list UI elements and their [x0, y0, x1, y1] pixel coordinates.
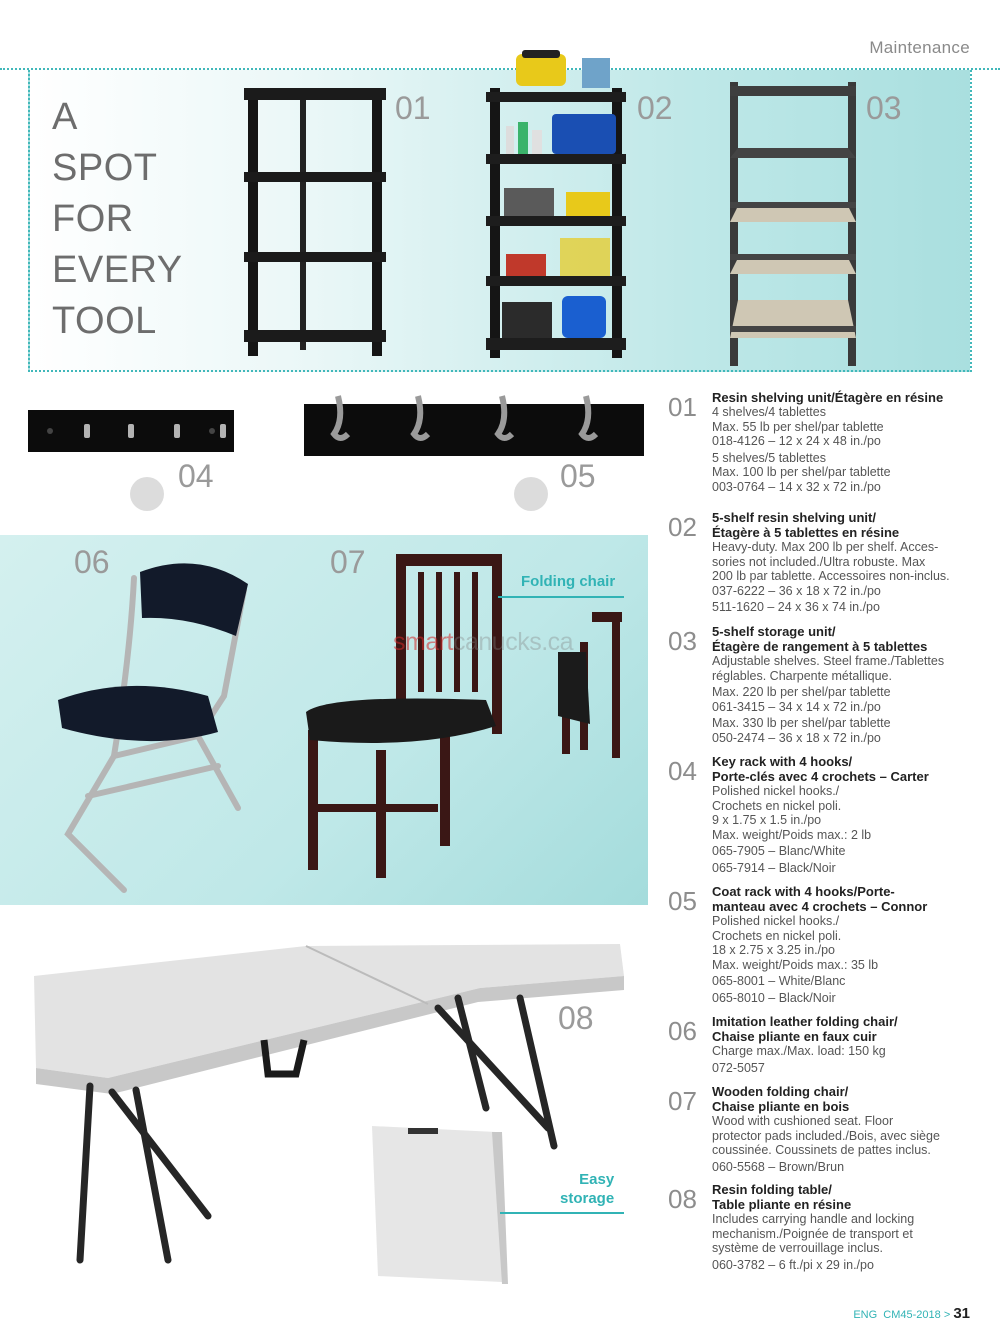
product-title: Imitation leather folding chair/ Chaise pliante en faux cuir	[712, 1014, 898, 1044]
product-title: Coat rack with 4 hooks/Porte- manteau avec 4 crochets – Connor	[712, 884, 928, 914]
leather-folding-chair-image[interactable]	[48, 556, 258, 896]
product-title: 5-shelf storage unit/ Étagère de rangement à 5 tablettes	[712, 624, 928, 654]
product-number: 06	[74, 544, 110, 580]
steel-storage-unit-image[interactable]	[728, 82, 858, 368]
product-number: 08	[558, 1000, 594, 1036]
resin-folding-table-image[interactable]	[28, 928, 628, 1288]
callout-easy-storage: Easy storage	[560, 1171, 615, 1207]
product-number: 02	[637, 90, 673, 126]
wooden-folding-chair-image[interactable]	[300, 550, 510, 880]
watermark: smartcanucks.ca	[393, 628, 574, 656]
callout-folding-chair: Folding chair	[521, 573, 616, 590]
color-swatch[interactable]	[130, 477, 164, 511]
page-footer	[853, 1305, 970, 1322]
product-title: Key rack with 4 hooks/ Porte-clés avec 4 crochets – Carter	[712, 754, 929, 784]
product-title: Resin shelving unit/Étagère en résine	[712, 390, 944, 405]
product-number: 01	[395, 90, 431, 126]
product-number: 04	[178, 458, 214, 494]
coat-rack-image[interactable]	[304, 390, 644, 456]
hero-title: A SPOT FOR EVERY TOOL	[52, 96, 183, 342]
product-title: Wooden folding chair/ Chaise pliante en bois	[712, 1084, 850, 1114]
loaded-resin-shelving-image[interactable]	[486, 48, 628, 360]
product-number: 05	[560, 458, 596, 494]
folded-table-image[interactable]	[368, 1122, 508, 1290]
footer-lang: ENG	[853, 1309, 878, 1321]
key-rack-image[interactable]	[28, 410, 234, 452]
resin-shelving-image[interactable]	[240, 88, 390, 358]
callout-line	[500, 1212, 624, 1214]
product-number: 03	[866, 90, 902, 126]
footer-code: CM45-2018 >	[883, 1309, 951, 1321]
product-title: 5-shelf resin shelving unit/ Étagère à 5 tablettes en résine	[712, 510, 900, 540]
product-number: 07	[330, 544, 366, 580]
product-title: Resin folding table/ Table pliante en résine	[712, 1182, 852, 1212]
page-number: 31	[953, 1305, 970, 1322]
section-title: Maintenance	[869, 38, 970, 57]
color-swatch[interactable]	[514, 477, 548, 511]
callout-line	[498, 596, 624, 598]
